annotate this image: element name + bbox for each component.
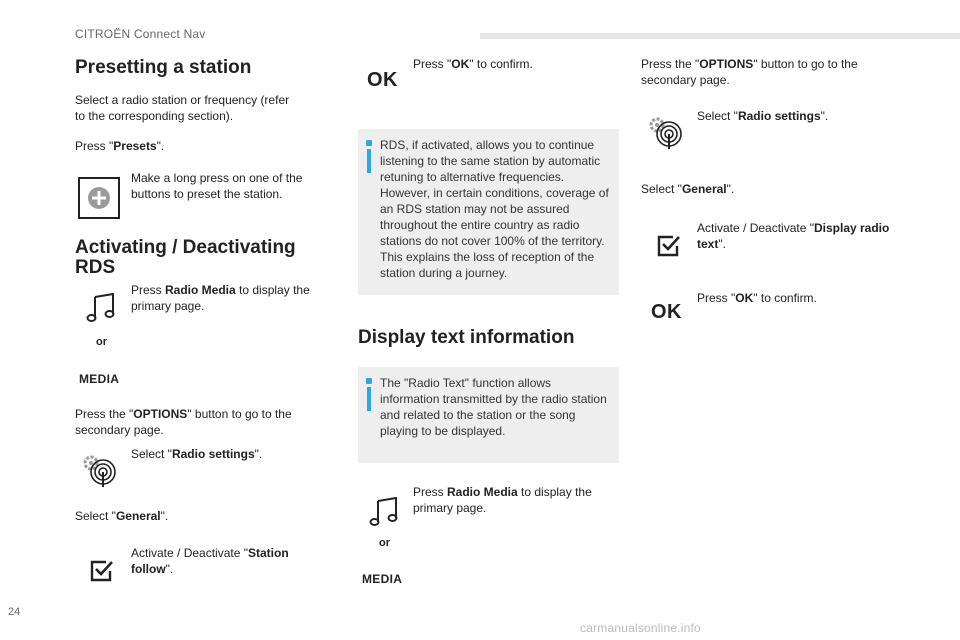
presetting-press-text: Press "Presets".: [75, 139, 165, 153]
info-icon-dot: [366, 378, 372, 384]
presetting-select-text: Select a radio station or frequency (refer to the corresponding section).: [75, 93, 290, 123]
checkbox-icon: [90, 560, 114, 582]
rds-options-text: Press the "OPTIONS" button to go to the secondary page.: [75, 407, 292, 437]
display-radio-settings-text: Select "Radio settings".: [697, 109, 829, 123]
media-label: MEDIA: [79, 372, 120, 386]
rds-info-box: [358, 129, 619, 295]
watermark: carmanualsonline.info: [580, 621, 701, 635]
rds-info-text: RDS, if activated, allows you to continue listening to the same station by automatic retuning to alternative frequencies. However, in certain conditions, coverage of an RDS station may not be assured throughout the entire country as radio stations do not cover 100% of the territory. This explains the loss of reception of the station during a journey.: [380, 138, 609, 280]
section-title-display-text: Display text information: [358, 327, 575, 348]
page-number: 24: [8, 606, 21, 618]
rds-confirm-text: Press "OK" to confirm.: [413, 57, 533, 71]
radio-settings-icon: [80, 452, 120, 488]
music-note-icon: [85, 293, 117, 323]
plus-icon: [80, 179, 118, 217]
music-note-icon: [368, 497, 400, 527]
checkbox-icon: [657, 235, 681, 257]
rds-press-radio-media-text: Press Radio Media to display the primary page.: [131, 283, 310, 313]
media-label: MEDIA: [362, 572, 403, 586]
ok-button-icon: OK: [651, 301, 682, 323]
or-label: or: [379, 537, 390, 549]
preset-plus-button: [78, 177, 120, 219]
running-header: CITROËN Connect Nav: [75, 27, 206, 41]
or-label: or: [96, 336, 107, 348]
display-confirm-text: Press "OK" to confirm.: [697, 291, 817, 305]
rds-station-follow-text: Activate / Deactivate "Station follow".: [131, 546, 289, 576]
preset-long-press-text: Make a long press on one of the buttons to preset the station.: [131, 171, 303, 201]
display-radio-text-toggle-text: Activate / Deactivate "Display radio text".: [697, 221, 890, 251]
display-general-text: Select "General".: [641, 182, 735, 196]
rds-general-text: Select "General".: [75, 509, 169, 523]
radio-text-info-box: [358, 367, 619, 463]
display-options-text: Press the "OPTIONS" button to go to the secondary page.: [641, 57, 858, 87]
section-title-presetting: Presetting a station: [75, 57, 252, 78]
display-press-radio-media-text: Press Radio Media to display the primary page.: [413, 485, 592, 515]
radio-text-info-text: The "Radio Text" function allows information transmitted by the radio station and related to the station or the song playing to be displayed.: [380, 376, 607, 438]
radio-settings-icon: [646, 114, 686, 150]
info-icon-bar: [367, 387, 371, 411]
section-title-rds: Activating / Deactivating RDS: [75, 237, 296, 278]
header-bar: [480, 33, 960, 39]
info-icon-bar: [367, 149, 371, 173]
info-icon-dot: [366, 140, 372, 146]
rds-radio-settings-text: Select "Radio settings".: [131, 447, 263, 461]
ok-button-icon: OK: [367, 69, 398, 91]
